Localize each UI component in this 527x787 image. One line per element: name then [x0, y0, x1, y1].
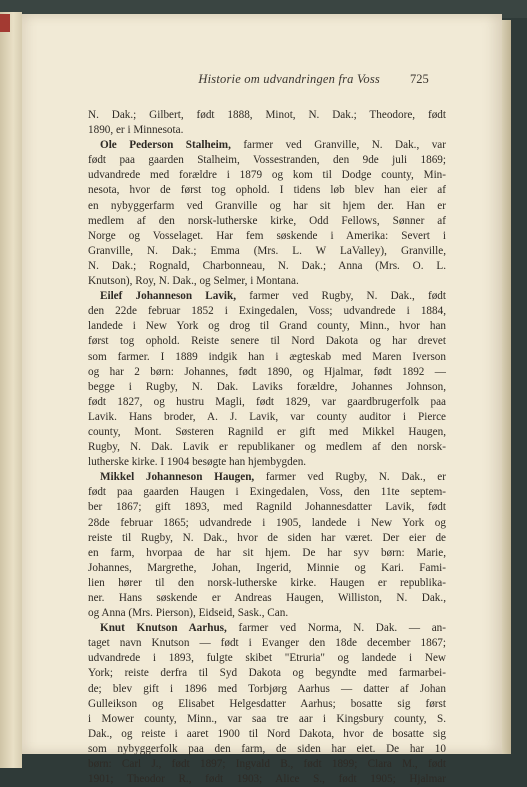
line-text: Dak., og reiste i aaret 1900 til Nord Dakota, hvor de bosatte sig — [88, 727, 446, 740]
running-head — [22, 72, 442, 87]
person-name: Mikkel Johanneson Haugen, — [100, 471, 255, 484]
line-text: medlem af den norsk-lutherske kirke, Odd Fellows, Sønner af — [88, 214, 446, 227]
line-text: som farmer. I 1889 indgik han i ægteskab med Maren Iverson — [88, 350, 446, 363]
text-line — [88, 365, 446, 380]
text-line — [88, 259, 446, 274]
text-line — [88, 546, 446, 561]
entry-first-line — [88, 470, 446, 485]
person-name: Knut Knutson Aarhus, — [100, 622, 227, 635]
text-line — [88, 319, 446, 334]
line-text: 1901; Theodor R., født 1903; Alice S., født 1905; Hjalmar — [88, 773, 446, 786]
text-line — [88, 350, 446, 365]
text-line — [88, 531, 446, 546]
line-text: farmer ved Rugby, N. Dak., er — [254, 471, 446, 484]
text-line — [88, 410, 446, 425]
person-name: Ole Pederson Stalheim, — [100, 139, 231, 152]
line-text: York; reiste derfra til Syd Dakota og begyndte med farmarbei- — [88, 667, 446, 680]
line-text: Gulleikson og Elisabet Helgesdatter Aarhus; bosatte sig først — [88, 697, 446, 710]
text-line — [88, 485, 446, 500]
line-text: landede i New York og drog til Grand county, Minn., hvor han — [88, 320, 446, 333]
line-text: og Anna (Mrs. Pierson), Eidseid, Sask., Can. — [88, 607, 289, 620]
line-text: farmer ved Rugby, N. Dak., født — [236, 290, 446, 303]
text-line — [88, 199, 446, 214]
text-line — [88, 772, 446, 787]
line-text: født paa gaarden Stalheim, Vossestranden, den 9de juli 1869; — [88, 154, 446, 167]
text-line — [88, 274, 446, 289]
line-text: nesota, hvor de først tog ophold. I tidens løb blev han eier af — [88, 184, 446, 197]
line-text: som nybyggerfolk paa den farm, de siden har eiet. De har 10 — [88, 742, 446, 755]
entry-first-line — [88, 621, 446, 636]
text-line — [88, 183, 446, 198]
text-line — [88, 712, 446, 727]
text-line — [88, 214, 446, 229]
entry-first-line — [88, 138, 446, 153]
line-text: født 1827, og hustru Magli, født 1829, var gaardbrugerfolk paa — [88, 395, 446, 408]
line-text: farmer ved Granville, N. Dak., var — [230, 139, 446, 152]
page-stack-edge — [502, 20, 511, 754]
text-line — [88, 651, 446, 666]
line-text: udvandrede i 1893, fulgte skibet "Etruria" og landede i New — [88, 652, 446, 665]
text-line — [88, 500, 446, 515]
text-line — [88, 757, 446, 772]
line-text: ber 1867; gift 1893, med Ragnild Johannesdatter Lavik, født — [88, 501, 446, 514]
book-page — [22, 14, 502, 786]
text-line — [88, 334, 446, 349]
line-text: først tog ophold. Reiste senere til Nord Dakota og har drevet — [88, 335, 446, 348]
person-name: Eilef Johanneson Lavik, — [100, 290, 237, 303]
text-line — [88, 229, 446, 244]
text-line — [88, 606, 446, 621]
text-line — [88, 727, 446, 742]
page-number: 725 — [410, 72, 429, 86]
line-text: den 22de februar 1852 i Exingedalen, Voss; udvandrede i 1884, — [88, 305, 446, 318]
line-text: county, Mont. Søsteren Ragnild er gift med Mikkel Haugen, — [88, 425, 446, 438]
line-text: en nybyggerfarm ved Granville og har sit hjem der. Han er — [88, 199, 446, 212]
text-line — [88, 591, 446, 606]
line-text: N. Dak.; Rognald, Charbonneau, N. Dak.; Anna (Mrs. O. L. — [88, 259, 446, 272]
bookmark-ribbon — [0, 14, 10, 32]
line-text: Knutson), Roy, N. Dak., og Selmer, i Montana. — [88, 275, 299, 288]
line-text: begge i Rugby, N. Dak. Laviks forældre, Johannes Johnson, — [88, 380, 446, 393]
text-line — [88, 304, 446, 319]
line-text: lutherske kirke. I 1904 besøgte han hjembygden. — [88, 456, 307, 469]
line-text: N. Dak.; Gilbert, født 1888, Minot, N. Dak.; Theodore, født — [88, 109, 446, 121]
line-text: og har 2 børn: Johannes, født 1890, og Hjalmar, født 1892 — — [88, 365, 446, 378]
line-text: Granville, N. Dak.; Emma (Mrs. L. W LaValley), Granville, — [88, 244, 446, 257]
text-line — [88, 108, 446, 123]
running-head-title: Historie om udvandringen fra Voss — [198, 72, 380, 86]
line-text: Lavik. Hans broder, A. J. Lavik, var county auditor i Pierce — [88, 410, 446, 423]
entry-first-line — [88, 289, 446, 304]
text-line — [88, 742, 446, 757]
line-text: i Mower county, Minn., var saa tre aar i Kingsbury county, S. — [88, 712, 446, 725]
text-line — [88, 576, 446, 591]
line-text: ner. Hans søskende er Andreas Haugen, Williston, N. Dak., — [88, 592, 446, 604]
text-line — [88, 455, 446, 470]
line-text: farmer ved Norma, N. Dak. — an- — [226, 622, 446, 635]
line-text: Rugby, N. Dak. Lavik er republikaner og medlem af den norsk- — [88, 441, 446, 454]
line-text: de; blev gift i 1896 med Torbjørg Aarhus — datter af Johan — [88, 682, 446, 695]
line-text: Johannes, Margrethe, Johan, Ingerid, Minnie og Kari. Fami- — [88, 561, 446, 574]
line-text: en farm, hvorpaa de har sit hjem. De har syv børn: Marie, — [88, 546, 446, 559]
text-line — [88, 561, 446, 576]
line-text: 1890, er i Minnesota. — [88, 124, 184, 137]
line-text: taget navn Knutson — født i Evanger den 18de december 1867; — [88, 637, 446, 650]
line-text: 28de februar 1865; udvandrede i 1905, landede i New York og — [88, 516, 446, 529]
text-line — [88, 440, 446, 455]
body-text — [88, 108, 446, 787]
text-line — [88, 666, 446, 681]
text-line — [88, 153, 446, 168]
line-text: udvandrede med forældre i 1879 og kom til Dodge county, Min- — [88, 169, 446, 182]
line-text: født paa gaarden Haugen i Exingedalen, Voss, den 11te septem- — [88, 486, 446, 499]
text-line — [88, 636, 446, 651]
line-text: Norge og Vosselaget. Har fem søskende i Amerika: Severt i — [88, 229, 446, 242]
line-text: lien hører til den norsk-lutherske kirke. Haugen er republika- — [88, 576, 446, 589]
line-text: børn: Carl J., født 1897; Ingvald B., født 1899; Clara M., født — [88, 758, 446, 771]
facing-page-edge — [0, 12, 22, 768]
text-line — [88, 697, 446, 712]
text-line — [88, 516, 446, 531]
text-line — [88, 168, 446, 183]
text-line — [88, 244, 446, 259]
text-line — [88, 380, 446, 395]
text-line — [88, 682, 446, 697]
text-line — [88, 395, 446, 410]
text-line — [88, 425, 446, 440]
text-line — [88, 123, 446, 138]
line-text: reiste til Rugby, N. Dak., hvor de siden har været. Der eier de — [88, 531, 446, 544]
